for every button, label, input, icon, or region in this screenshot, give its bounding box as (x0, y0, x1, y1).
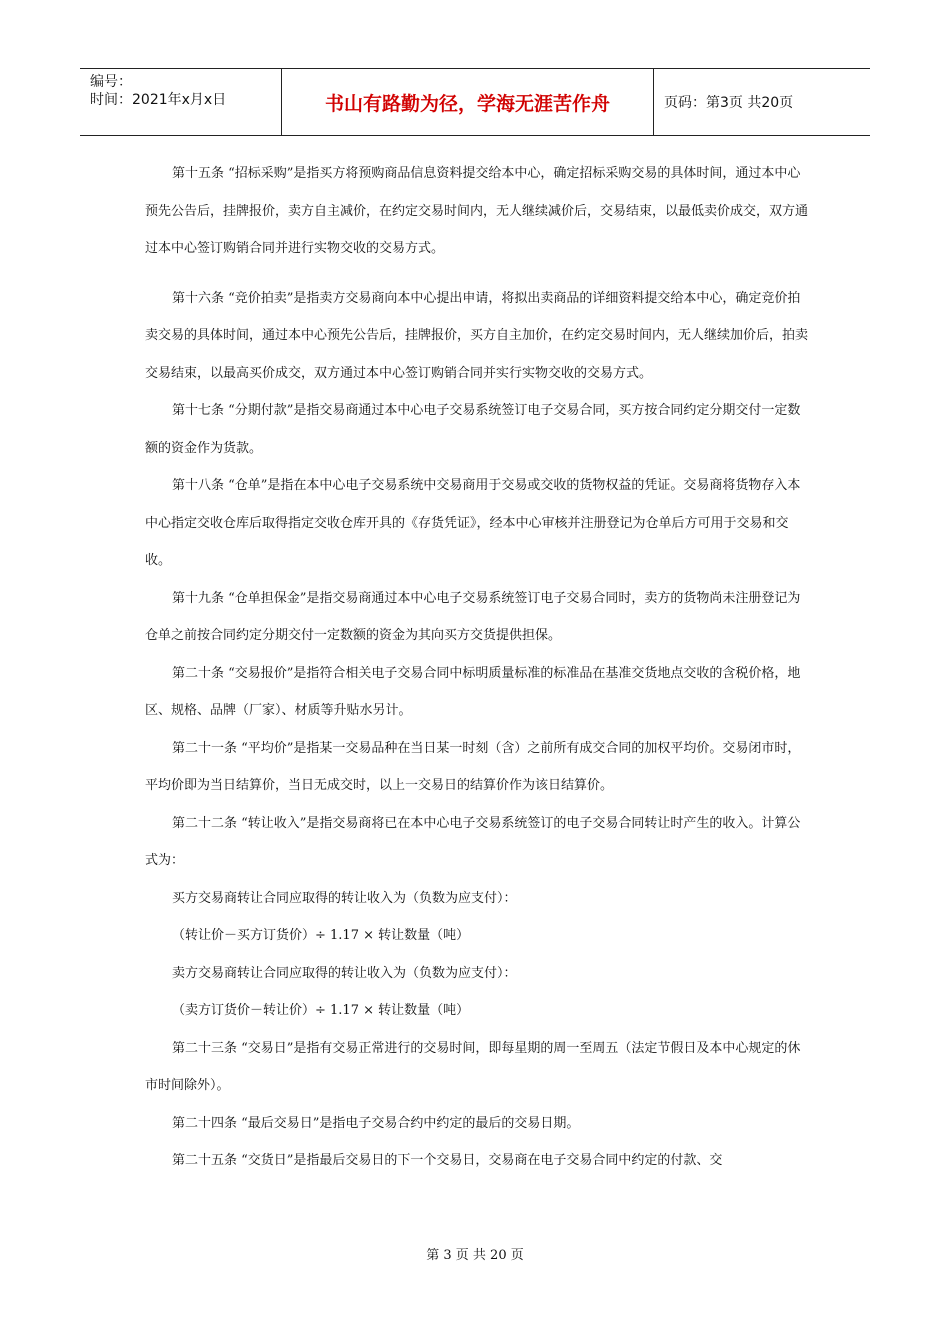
page-footer: 第 3 页 共 20 页 (426, 1248, 524, 1263)
document-header (80, 68, 870, 136)
article-22: 第二十二条 “转让收入”是指交易商将已在本中心电子交易系统签订的电子交易合同转让时产生的收入。计算公式为： (145, 815, 801, 868)
article-16: 第十六条 “竞价拍卖”是指卖方交易商向本中心提出申请，将拟出卖商品的详细资料提交给本中心，确定竞价拍卖交易的具体时间，通过本中心预先公告后，挂牌报价，买方自主加价，在约定交易时间内，无人继续加价后，拍卖交易结束，以最高买价成交，双方通过本中心签订购销合同并实行实物交收的交易方式。 (145, 290, 809, 381)
buyer-formula: （转让价－买方订货价）÷ 1.17 × 转让数量（吨） (172, 928, 470, 943)
article-21: 第二十一条 “平均价”是指某一交易品种在当日某一时刻（含）之前所有成交合同的加权平均价。交易闭市时，平均价即为当日结算价，当日无成交时，以上一交易日的结算价作为该日结算价。 (145, 740, 801, 793)
buyer-formula-intro: 买方交易商转让合同应取得的转让收入为（负数为应支付）： (172, 890, 517, 906)
document-body (145, 155, 809, 1180)
header-motto: 书山有路勤为径，学海无涯苦作舟 (282, 69, 654, 135)
number-label: 编号： (90, 74, 132, 90)
article-15: 第十五条 “招标采购”是指买方将预购商品信息资料提交给本中心，确定招标采购交易的具体时间，通过本中心预先公告后，挂牌报价，卖方自主减价，在约定交易时间内，无人继续减价后，交易结束，以最低卖价成交，双方通过本中心签订购销合同并进行实物交收的交易方式。 (145, 166, 809, 256)
article-24: 第二十四条 “最后交易日”是指电子交易合约中约定的最后的交易日期。 (172, 1115, 580, 1131)
article-20: 第二十条 “交易报价”是指符合相关电子交易合同中标明质量标准的标准品在基准交货地点交收的含税价格，地区、规格、品牌（厂家）、材质等升贴水另计。 (145, 665, 801, 718)
article-23: 第二十三条 “交易日”是指有交易正常进行的交易时间，即每星期的周一至周五（法定节假日及本中心规定的休市时间除外）。 (145, 1040, 801, 1093)
article-17: 第十七条 “分期付款”是指交易商通过本中心电子交易系统签订电子交易合同，买方按合同约定分期交付一定数额的资金作为货款。 (145, 403, 801, 456)
time-label: 时间：2021年x月x日 (90, 92, 227, 108)
article-19: 第十九条 “仓单担保金”是指交易商通过本中心电子交易系统签订电子交易合同时，卖方的货物尚未注册登记为仓单之前按合同约定分期交付一定数额的资金为其向买方交货提供担保。 (145, 590, 801, 643)
seller-formula: （卖方订货价－转让价）÷ 1.17 × 转让数量（吨） (172, 1003, 470, 1018)
article-25: 第二十五条 “交货日”是指最后交易日的下一个交易日，交易商在电子交易合同中约定的付款、交 (172, 1153, 723, 1168)
article-18: 第十八条 “仓单”是指在本中心电子交易系统中交易商用于交易或交收的货物权益的凭证。交易商将货物存入本中心指定交收仓库后取得指定交收仓库开具的《存货凭证》，经本中心审核并注册登记为仓单后方可用于交易和交收。 (145, 478, 801, 568)
header-meta (80, 69, 282, 135)
seller-formula-intro: 卖方交易商转让合同应取得的转让收入为（负数为应支付）： (172, 965, 517, 981)
header-page-info: 页码：第3页 共20页 (664, 95, 794, 111)
